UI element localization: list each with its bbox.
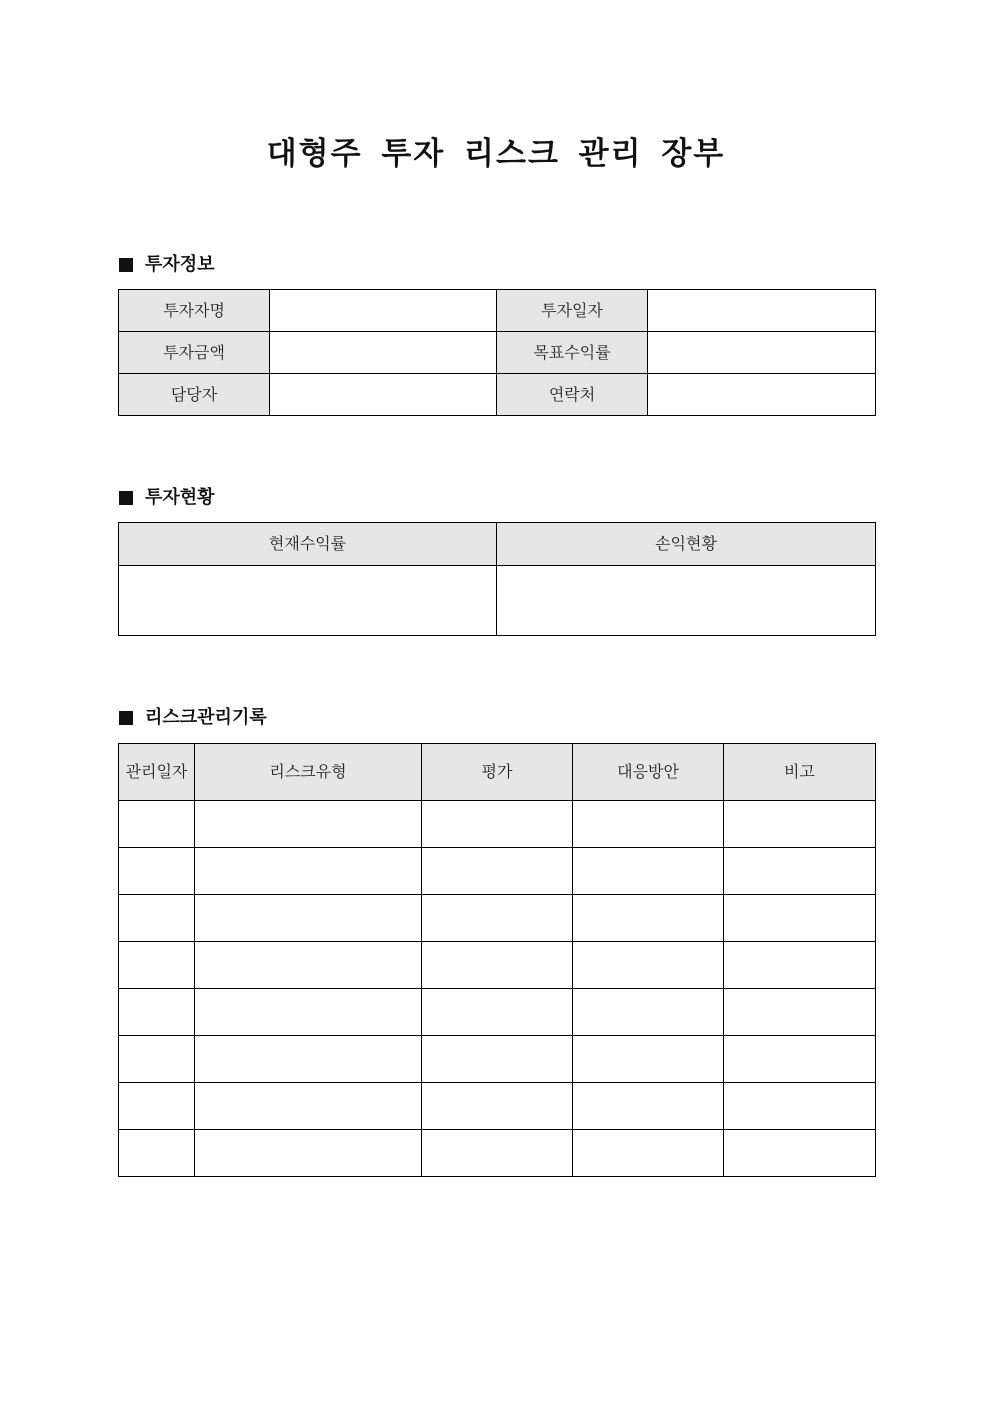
table-row xyxy=(119,801,876,848)
profit-loss-field[interactable] xyxy=(497,566,876,636)
table-row xyxy=(119,1083,876,1130)
date-cell[interactable] xyxy=(119,942,195,989)
remarks-cell[interactable] xyxy=(724,848,876,895)
risk-log-table xyxy=(118,743,876,1177)
table-row xyxy=(119,942,876,989)
assessment-cell[interactable] xyxy=(422,848,573,895)
manager-field[interactable] xyxy=(270,374,497,416)
risk-log-body xyxy=(119,801,876,1177)
assessment-cell[interactable] xyxy=(422,895,573,942)
investment-amount-field[interactable] xyxy=(270,332,497,374)
label-cell: 투자금액 xyxy=(119,332,270,374)
table-row xyxy=(119,848,876,895)
column-header: 현재수익률 xyxy=(119,523,497,566)
response-cell[interactable] xyxy=(573,895,724,942)
table-row xyxy=(119,290,876,332)
response-cell[interactable] xyxy=(573,1036,724,1083)
column-header: 리스크유형 xyxy=(195,744,422,801)
remarks-cell[interactable] xyxy=(724,942,876,989)
response-cell[interactable] xyxy=(573,801,724,848)
risk-type-cell[interactable] xyxy=(195,1130,422,1177)
risk-type-cell[interactable] xyxy=(195,1083,422,1130)
assessment-cell[interactable] xyxy=(422,1083,573,1130)
label-cell: 투자자명 xyxy=(119,290,270,332)
response-cell[interactable] xyxy=(573,1083,724,1130)
assessment-cell[interactable] xyxy=(422,942,573,989)
date-cell[interactable] xyxy=(119,989,195,1036)
column-header: 평가 xyxy=(422,744,573,801)
remarks-cell[interactable] xyxy=(724,801,876,848)
table-row xyxy=(119,374,876,416)
section-heading-risk-log xyxy=(119,706,267,730)
column-header: 대응방안 xyxy=(573,744,724,801)
square-bullet-icon xyxy=(119,491,133,505)
remarks-cell[interactable] xyxy=(724,895,876,942)
table-row xyxy=(119,1130,876,1177)
table-row xyxy=(119,1036,876,1083)
assessment-cell[interactable] xyxy=(422,1130,573,1177)
current-return-field[interactable] xyxy=(119,566,497,636)
table-row xyxy=(119,895,876,942)
table-header-row xyxy=(119,744,876,801)
risk-type-cell[interactable] xyxy=(195,895,422,942)
section-heading-label: 투자정보 xyxy=(145,254,215,275)
investor-name-field[interactable] xyxy=(270,290,497,332)
section-heading-investment-status xyxy=(119,486,215,510)
response-cell[interactable] xyxy=(573,942,724,989)
risk-type-cell[interactable] xyxy=(195,1036,422,1083)
remarks-cell[interactable] xyxy=(724,1130,876,1177)
date-cell[interactable] xyxy=(119,1083,195,1130)
section-heading-investment-info xyxy=(119,253,215,277)
column-header: 비고 xyxy=(724,744,876,801)
risk-type-cell[interactable] xyxy=(195,801,422,848)
remarks-cell[interactable] xyxy=(724,989,876,1036)
section-heading-label: 투자현황 xyxy=(145,487,215,508)
table-row xyxy=(119,566,876,636)
assessment-cell[interactable] xyxy=(422,801,573,848)
risk-type-cell[interactable] xyxy=(195,848,422,895)
date-cell[interactable] xyxy=(119,895,195,942)
response-cell[interactable] xyxy=(573,1130,724,1177)
risk-type-cell[interactable] xyxy=(195,942,422,989)
page-title: 대형주 투자 리스크 관리 장부 xyxy=(266,136,726,172)
table-row xyxy=(119,989,876,1036)
response-cell[interactable] xyxy=(573,989,724,1036)
label-cell: 담당자 xyxy=(119,374,270,416)
contact-field[interactable] xyxy=(648,374,876,416)
square-bullet-icon xyxy=(119,711,133,725)
investment-info-table xyxy=(118,289,876,416)
date-cell[interactable] xyxy=(119,1036,195,1083)
date-cell[interactable] xyxy=(119,848,195,895)
remarks-cell[interactable] xyxy=(724,1083,876,1130)
table-header-row xyxy=(119,523,876,566)
assessment-cell[interactable] xyxy=(422,1036,573,1083)
target-return-field[interactable] xyxy=(648,332,876,374)
date-cell[interactable] xyxy=(119,1130,195,1177)
investment-date-field[interactable] xyxy=(648,290,876,332)
label-cell: 목표수익률 xyxy=(497,332,648,374)
column-header: 관리일자 xyxy=(119,744,195,801)
risk-type-cell[interactable] xyxy=(195,989,422,1036)
label-cell: 연락처 xyxy=(497,374,648,416)
label-cell: 투자일자 xyxy=(497,290,648,332)
assessment-cell[interactable] xyxy=(422,989,573,1036)
response-cell[interactable] xyxy=(573,848,724,895)
table-row xyxy=(119,332,876,374)
column-header: 손익현황 xyxy=(497,523,876,566)
date-cell[interactable] xyxy=(119,801,195,848)
remarks-cell[interactable] xyxy=(724,1036,876,1083)
section-heading-label: 리스크관리기록 xyxy=(145,707,267,728)
investment-status-table xyxy=(118,522,876,636)
square-bullet-icon xyxy=(119,258,133,272)
